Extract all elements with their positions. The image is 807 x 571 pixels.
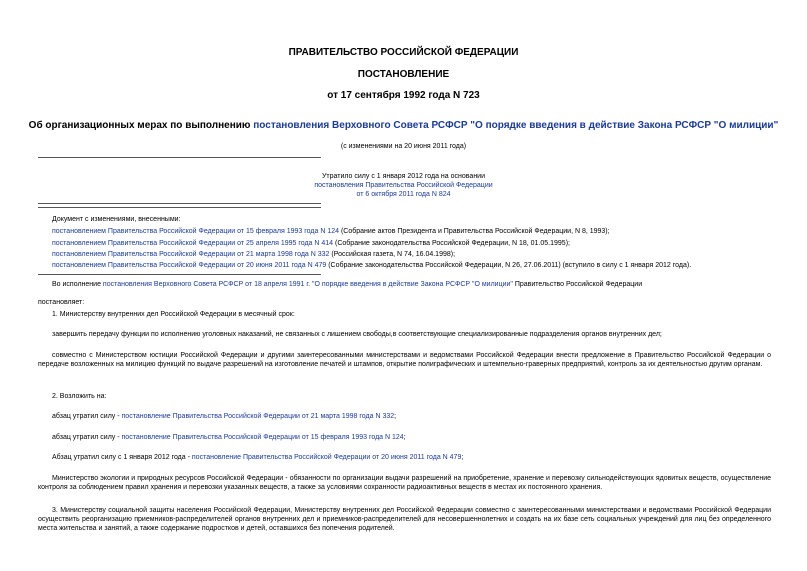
change-link[interactable]: постановлением Правительства Российской Федерации от 20 июня 2011 года N 479 xyxy=(52,262,327,269)
change-item: постановлением Правительства Российской Федерации от 15 февраля 1993 года N 124 (Собрание актов Президента и Правительства Российской Федерации, N 8, 1993); xyxy=(52,228,610,235)
change-item: постановлением Правительства Российской Федерации от 25 апреля 1995 года N 414 (Собрание законодательства Российской Федерации, N 18, 01.05.1995); xyxy=(52,240,570,247)
paragraph-3: 3. Министерству социальной защиты населения Российской Федерации, Министерству внутренних дел Российской Федерации совместно с заинтересованными министерствами и ведомствами Российской Федерации осуществить реорганизацию приемников-распределителей органов внутренних дел и приемников-распределителей для несовершеннолетних и создать на их базе сеть социальных учреждений для лиц без определенного места жительства и занятий, а также содержание подростков и детей, оставшихся без попечения родителей. xyxy=(38,507,771,532)
title-prefix: Об организационных мерах по выполнению xyxy=(28,120,254,131)
repeal-link[interactable]: постановление Правительства Российской Федерации от 15 февраля 1993 года N 124 xyxy=(121,434,404,441)
paragraph-2d: Министерство экологии и природных ресурсов Российской Федерации - обязанности по организации выдачи разрешений на приобретение, хранение и перевозку сильнодействующих ядовитых веществ, осуществление контроля за соблюдением правил хранения и перевозки указанных веществ, а также за условиями сохранности радиоактивных веществ в местах их постоянного хранения. xyxy=(38,475,771,491)
paragraph-2c: Абзац утратил силу с 1 января 2012 года - постановление Правительства Российской Федерации от 20 июня 2011 года N 479; xyxy=(52,454,464,461)
paragraph-1: 1. Министерству внутренних дел Российской Федерации в месячный срок: xyxy=(52,311,295,318)
expired-link-line1 xyxy=(0,181,807,190)
expired-decree-link[interactable]: постановления Правительства Российской Федерации xyxy=(314,182,493,189)
change-item: постановлением Правительства Российской Федерации от 21 марта 1998 года N 332 (Российская газета, N 74, 16.04.1998); xyxy=(52,251,456,258)
expired-decree-date-link[interactable]: от 6 октября 2011 года N 824 xyxy=(356,191,451,198)
change-link[interactable]: постановлением Правительства Российской Федерации от 15 февраля 1993 года N 124 xyxy=(52,228,339,235)
document-type: ПОСТАНОВЛЕНИЕ xyxy=(357,69,450,80)
expired-notice: Утратило силу с 1 января 2012 года на основании xyxy=(321,173,486,180)
paragraph-2: 2. Возложить на: xyxy=(52,393,107,400)
paragraph-2a: абзац утратил силу - постановление Правительства Российской Федерации от 21 марта 1998 года N 332; xyxy=(52,413,397,420)
preamble-law-link[interactable]: постановления Верховного Совета РСФСР от 18 апреля 1991 г. "О порядке введения в действие Закона РСФСР "О милиции" xyxy=(102,281,513,288)
divider xyxy=(38,274,321,275)
repeal-link[interactable]: постановление Правительства Российской Федерации от 20 июня 2011 года N 479 xyxy=(191,454,462,461)
change-link[interactable]: постановлением Правительства Российской Федерации от 21 марта 1998 года N 332 xyxy=(52,251,330,258)
paragraph-1b: совместно с Министерством юстиции Российской Федерации и другими заинтересованными министерствами и ведомствами Российской Федерации внести предложение в Правительство Российской Федерации о передаче возложенных на милицию функций по выдаче разрешений на изготовление печатей и штампов, открытие полиграфических и штемпельно-граверных предприятий, контроль за их деятельностью другим органам. xyxy=(38,352,771,368)
repeal-link[interactable]: постановление Правительства Российской Федерации от 21 марта 1998 года N 332 xyxy=(121,413,395,420)
decides-label: постановляет: xyxy=(38,299,85,306)
change-link[interactable]: постановлением Правительства Российской Федерации от 25 апреля 1995 года N 414 xyxy=(52,240,334,247)
changes-intro: Документ с изменениями, внесенными: xyxy=(52,216,181,223)
paragraph-2b: абзац утратил силу - постановление Правительства Российской Федерации от 15 февраля 1993 года N 124; xyxy=(52,434,406,441)
document-title xyxy=(0,120,807,131)
paragraph-1a: завершить передачу функции по исполнению уголовных наказаний, не связанных с лишением свободы,в соответствующие специализированные подразделения органов внутренних дел; xyxy=(52,331,662,338)
divider xyxy=(38,207,321,208)
government-heading: ПРАВИТЕЛЬСТВО РОССИЙСКОЙ ФЕДЕРАЦИИ xyxy=(288,47,519,58)
document-date: от 17 сентября 1992 года N 723 xyxy=(327,90,480,101)
preamble: Во исполнение постановления Верховного Совета РСФСР от 18 апреля 1991 г. "О порядке введения в действие Закона РСФСР "О милиции" Правительство Российской Федерации xyxy=(52,281,643,288)
divider xyxy=(38,157,321,158)
title-law-link[interactable]: постановления Верховного Совета РСФСР "О порядке введения в действие Закона РСФСР "О милиции" xyxy=(253,120,779,131)
expired-link-line2 xyxy=(0,190,807,199)
change-item: постановлением Правительства Российской Федерации от 20 июня 2011 года N 479 (Собрание законодательства Российской Федерации, N 26, 27.06.2011) (вступило в силу с 1 января 2012 года). xyxy=(52,262,692,269)
revision-note: (с изменениями на 20 июня 2011 года) xyxy=(340,143,467,150)
divider xyxy=(38,203,321,204)
